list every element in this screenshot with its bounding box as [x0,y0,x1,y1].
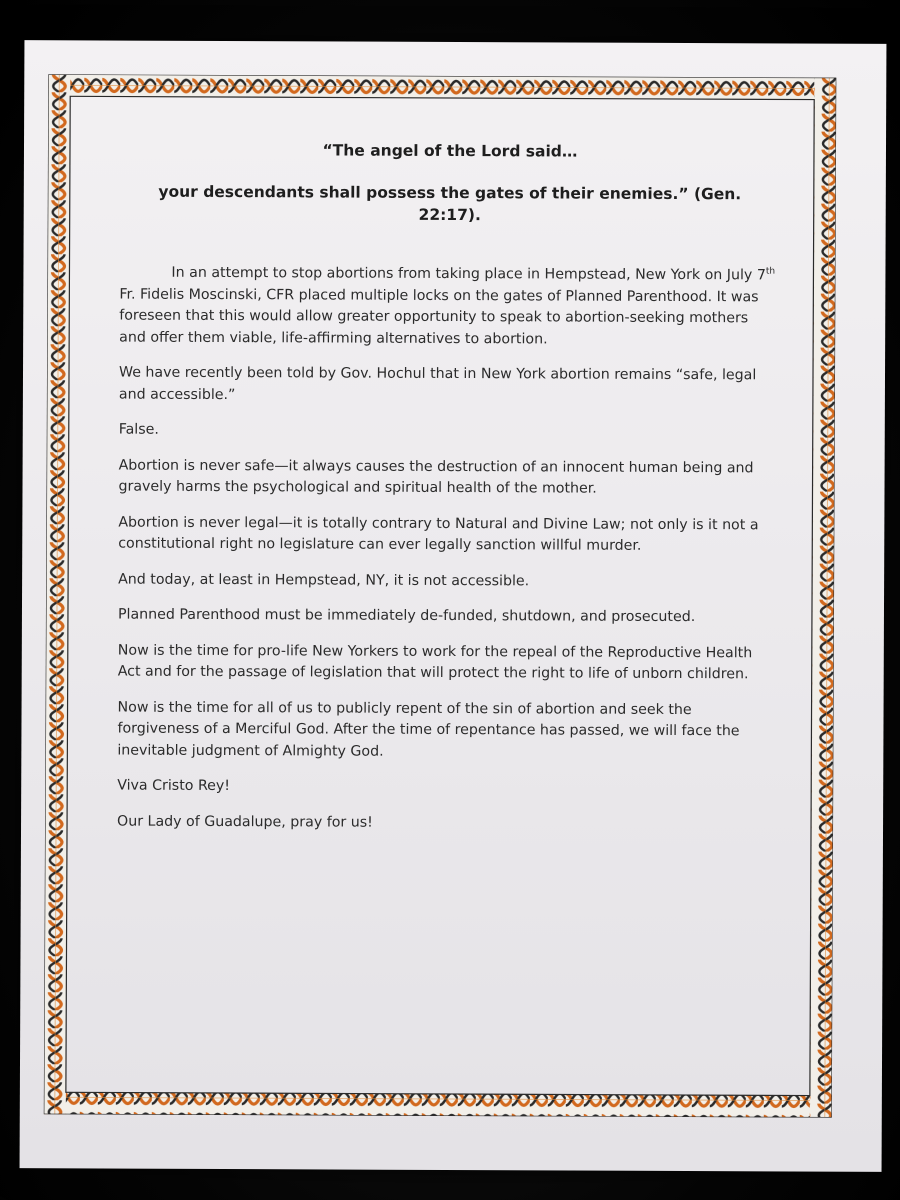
paragraph-repent: Now is the time for all of us to publicly repent of the sin of abortion and seek the forgiveness of a Merciful God. After the time of repentance has passed, we will face the inevitable judgment of Almighty God. [117,699,740,760]
paragraph-never-legal: Abortion is never legal—it is totally contrary to Natural and Divine Law; not only is it not a constitutional right no legislature can ever legally sanction willful murder. [118,514,759,554]
paragraph-defund: Planned Parenthood must be immediately de-funded, shutdown, and prosecuted. [117,606,696,626]
paragraph-false: False. [118,421,159,438]
scripture-quote [120,139,780,228]
paragraph-1-end: Fr. Fidelis Moscinski, CFR placed multiple locks on the gates of Planned Parenthood. It was foreseen that this would allow greater opportunity to speak to abortion-seeking mothers and offer them viable, life-affirming alternatives to abortion. [119,286,759,347]
quote-line-1: “The angel of the Lord said… [322,141,578,161]
paragraph-1-start: In an attempt to stop abortions from taking place in Hempstead, New York on July 7 [171,264,766,284]
letter-body [117,263,779,836]
paragraph-hochul: We have recently been told by Gov. Hochul that in New York abortion remains “safe, legal and accessible.” [118,364,757,403]
paragraph-viva: Viva Cristo Rey! [117,777,231,795]
paragraph-guadalupe: Our Lady of Guadalupe, pray for us! [117,813,373,831]
paragraph-not-accessible: And today, at least in Hempstead, NY, it is not accessible. [118,571,530,589]
paragraph-repeal: Now is the time for pro-life New Yorkers to work for the repeal of the Reproductive Health Act and for the passage of legislation that will protect the right to life of unborn children. [117,642,753,683]
paper-sheet [20,40,887,1172]
ordinal-suffix: th [765,266,776,277]
letter-content [117,139,780,850]
quote-line-2: your descendants shall possess the gates of their enemies.” (Gen. 22:17). [158,182,742,225]
paragraph-never-safe: Abortion is never safe—it always causes the destruction of an innocent human being and gravely harms the psychological and spiritual health of the mother. [118,457,754,497]
paragraph-hempstead-locks [119,263,779,352]
